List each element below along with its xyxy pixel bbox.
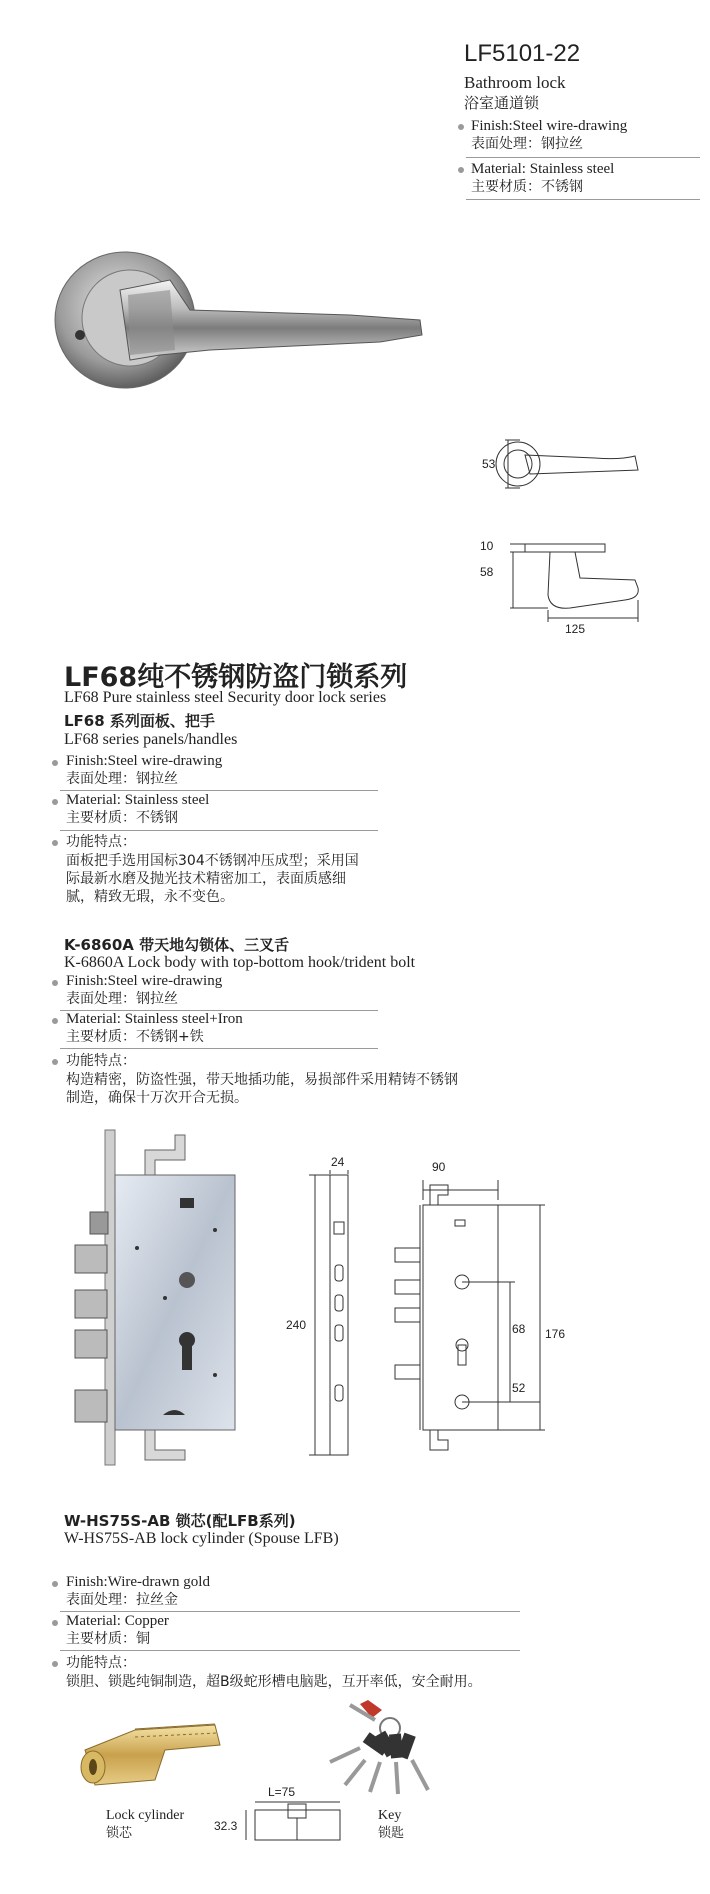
bullet-icon (52, 799, 58, 805)
bullet-icon (458, 167, 464, 173)
dim-68: 68 (512, 1322, 526, 1336)
divider (466, 157, 700, 158)
dim-10: 10 (480, 539, 494, 553)
lockbody-material-cn: 主要材质：不锈钢+铁 (66, 1029, 204, 1045)
dim-176: 176 (545, 1327, 566, 1341)
bullet-icon (52, 1059, 58, 1065)
cylinder-title-en: W-HS75S-AB lock cylinder (Spouse LFB) (64, 1530, 339, 1547)
divider (466, 199, 700, 200)
cylinder-label-cn: 锁芯 (106, 1826, 133, 1841)
bullet-icon (52, 1661, 58, 1667)
lockbody-title-en: K-6860A Lock body with top-bottom hook/trident bolt (64, 954, 416, 971)
cylinder-finish-en: Finish:Wire-drawn gold (66, 1574, 210, 1590)
bullet-icon (52, 760, 58, 766)
bullet-icon (52, 1581, 58, 1587)
cylinder-title-cn: W-HS75S-AB 锁芯(配LFB系列) (64, 1512, 296, 1530)
divider (60, 1650, 520, 1651)
divider (60, 790, 378, 791)
series-feature-label: 功能特点： (66, 834, 136, 850)
bullet-icon (52, 1018, 58, 1024)
key-label-cn: 锁匙 (378, 1826, 405, 1841)
product-name-en: Bathroom lock (464, 73, 566, 92)
dim-52: 52 (512, 1381, 526, 1395)
dim-53: 53 (482, 457, 496, 471)
material-en: Material: Stainless steel (471, 161, 615, 177)
cylinder-feature-line1: 锁胆、锁匙纯铜制造，超B级蛇形槽电脑匙，互开率低，安全耐用。 (66, 1674, 482, 1690)
series-feature-line2: 际最新水磨及抛光技术精密加工，表面质感细 (66, 871, 346, 887)
dim-90: 90 (432, 1160, 446, 1174)
cylinder-feature-label: 功能特点： (66, 1655, 136, 1671)
series-feature-line3: 腻，精致无瑕，永不变色。 (66, 889, 234, 905)
lockbody-title-cn: K-6860A 带天地勾锁体、三叉舌 (64, 936, 290, 954)
cylinder-material-cn: 主要材质：铜 (66, 1631, 150, 1647)
series-finish-en: Finish:Steel wire-drawing (66, 753, 223, 769)
lockbody-feature-line2: 制造，确保十万次开合无损。 (66, 1090, 248, 1106)
bullet-icon (458, 124, 464, 130)
series-finish-cn: 表面处理：钢拉丝 (66, 771, 178, 787)
finish-en: Finish:Steel wire-drawing (471, 118, 628, 134)
lever-technical-drawing (470, 420, 690, 620)
dim-32-3: 32.3 (214, 1819, 238, 1833)
product-name-cn: 浴室通道锁 (464, 94, 540, 112)
product-model: LF5101-22 (464, 40, 581, 67)
divider (60, 1611, 520, 1612)
lever-handle-image (50, 250, 430, 395)
cylinder-finish-cn: 表面处理：拉丝金 (66, 1592, 178, 1608)
series-material-en: Material: Stainless steel (66, 792, 210, 808)
series-title-en: LF68 Pure stainless steel Security door lock series (64, 689, 387, 706)
series-title-cn: LF68纯不锈钢防盗门锁系列 (64, 662, 408, 693)
bullet-icon (52, 980, 58, 986)
series-sub-cn: LF68 系列面板、把手 (64, 712, 215, 730)
cylinder-material-en: Material: Copper (66, 1613, 169, 1629)
cylinder-label-en: Lock cylinder (106, 1808, 185, 1823)
lock-cylinder-image (75, 1715, 225, 1790)
lockbody-material-en: Material: Stainless steel+Iron (66, 1011, 243, 1027)
series-sub-en: LF68 series panels/handles (64, 731, 238, 748)
dim-240: 240 (286, 1318, 307, 1332)
bullet-icon (52, 1620, 58, 1626)
key-label-en: Key (378, 1808, 402, 1823)
dim-125: 125 (565, 622, 586, 636)
lock-side-drawing (390, 1170, 550, 1470)
dim-l75: L=75 (268, 1785, 296, 1799)
bullet-icon (52, 840, 58, 846)
dim-24: 24 (331, 1155, 345, 1169)
lock-body-image (75, 1130, 245, 1465)
divider (60, 1048, 378, 1049)
cylinder-drawing (240, 1800, 350, 1850)
series-feature-line1: 面板把手选用国标304不锈钢冲压成型；采用国 (66, 853, 359, 869)
dim-58: 58 (480, 565, 494, 579)
lock-front-drawing (295, 1170, 375, 1470)
lockbody-feature-line1: 构造精密，防盗性强，带天地插功能，易损部件采用精铸不锈钢 (66, 1072, 458, 1088)
lockbody-finish-cn: 表面处理：钢拉丝 (66, 991, 178, 1007)
lockbody-feature-label: 功能特点： (66, 1053, 136, 1069)
keys-image (320, 1690, 460, 1800)
material-cn: 主要材质：不锈钢 (471, 179, 583, 195)
divider (60, 830, 378, 831)
finish-cn: 表面处理：钢拉丝 (471, 136, 583, 152)
lockbody-finish-en: Finish:Steel wire-drawing (66, 973, 223, 989)
series-material-cn: 主要材质：不锈钢 (66, 810, 178, 826)
